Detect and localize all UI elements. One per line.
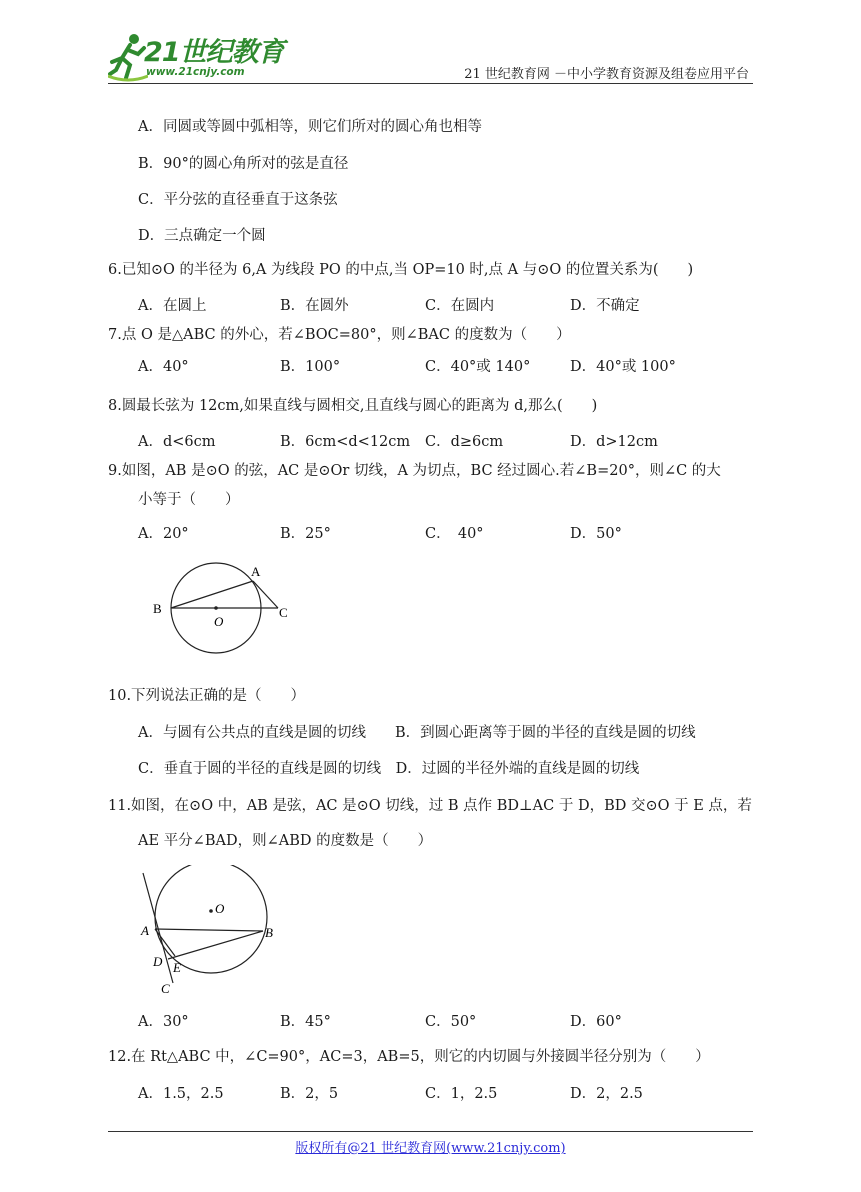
q11-label-d: D <box>153 954 163 969</box>
q12-option-d: D．2，2.5 <box>570 1086 643 1102</box>
q12-option-a: A．1.5，2.5 <box>138 1086 224 1102</box>
q9-label-o: O <box>214 614 224 629</box>
q8-option-c: C．d≥6cm <box>425 434 504 450</box>
q9-label-a: A <box>251 564 261 579</box>
q6-option-b: B．在圆外 <box>280 298 349 314</box>
q11-label-c: C <box>161 981 170 996</box>
q8-option-a: A．d<6cm <box>138 434 216 450</box>
q9-option-c: C． 40° <box>425 526 484 542</box>
q10-options-line2: C．垂直于圆的半径的直线是圆的切线 D．过圆的半径外端的直线是圆的切线 <box>138 761 640 777</box>
q9-option-b: B．25° <box>280 526 331 542</box>
q11-chord-ab <box>155 929 263 931</box>
q6-option-a: A．在圆上 <box>138 298 207 314</box>
q7-option-c: C．40°或 140° <box>425 359 531 375</box>
q8-option-d: D．d>12cm <box>570 434 658 450</box>
header-divider <box>108 83 753 84</box>
q11-option-a: A．30° <box>138 1014 189 1030</box>
q6-option-c: C．在圆内 <box>425 298 495 314</box>
q10-options-line1: A．与圆有公共点的直线是圆的切线 B．到圆心距离等于圆的半径的直线是圆的切线 <box>138 725 696 741</box>
footer-divider <box>108 1131 753 1132</box>
footer-copyright-link[interactable]: 版权所有@21 世纪教育网(www.21cnjy.com) <box>295 1141 566 1156</box>
q9-label-b: B <box>153 601 162 616</box>
q11-center-dot <box>209 909 213 913</box>
header-site-text: 21 世纪教育网 －中小学教育资源及组卷应用平台 <box>464 67 749 82</box>
q11-line-bd <box>168 931 263 959</box>
q9-stem-line2: 小等于（ ） <box>138 492 240 508</box>
logo-title: 21世纪教育 <box>144 37 284 68</box>
q9-label-c: C <box>279 605 288 620</box>
q7-option-b: B．100° <box>280 359 341 375</box>
q9-figure <box>148 560 298 660</box>
q9-option-d: D．50° <box>570 526 622 542</box>
q11-stem-line1: 11.如图，在⊙O 中，AB 是弦，AC 是⊙O 切线，过 B 点作 BD⊥AC 于 D，BD 交⊙O 于 E 点，若 <box>108 798 752 814</box>
q6-stem: 6.已知⊙O 的半径为 6,A 为线段 PO 的中点,当 OP=10 时,点 A 与⊙O 的位置关系为( ) <box>108 262 694 278</box>
q12-option-b: B．2，5 <box>280 1086 339 1102</box>
q8-option-b: B．6cm<d<12cm <box>280 434 411 450</box>
q12-stem: 12.在 Rt△ABC 中，∠C=90°，AC=3，AB=5，则它的内切圆与外接圆半径分别为（ ） <box>108 1049 710 1065</box>
q7-stem: 7.点 O 是△ABC 的外心，若∠BOC=80°，则∠BAC 的度数为（ ） <box>108 327 571 343</box>
logo-url: www.21cnjy.com <box>146 66 245 78</box>
q11-label-b: B <box>265 925 273 940</box>
q6-option-d: D．不确定 <box>570 298 640 314</box>
q5-option-d: D．三点确定一个圆 <box>138 228 266 244</box>
q9-stem-line1: 9.如图，AB 是⊙O 的弦，AC 是⊙Or 切线，A 为切点，BC 经过圆心.若∠B=20°，则∠C 的大 <box>108 463 721 479</box>
q11-label-a: A <box>141 923 149 938</box>
q11-option-b: B．45° <box>280 1014 331 1030</box>
q12-option-c: C．1，2.5 <box>425 1086 498 1102</box>
q5-option-a: A．同圆或等圆中弧相等，则它们所对的圆心角也相等 <box>138 119 482 135</box>
q5-option-b: B．90°的圆心角所对的弦是直径 <box>138 156 349 172</box>
q11-circle <box>155 865 267 973</box>
q5-option-c: C．平分弦的直径垂直于这条弦 <box>138 192 338 208</box>
q11-stem-line2: AE 平分∠BAD，则∠ABD 的度数是（ ） <box>138 833 433 849</box>
q11-label-e: E <box>173 960 181 975</box>
runner-icon <box>108 32 148 82</box>
q9-chord-ba <box>171 581 253 608</box>
q10-stem: 10.下列说法正确的是（ ） <box>108 688 306 704</box>
q11-option-c: C．50° <box>425 1014 477 1030</box>
site-logo <box>108 30 288 84</box>
q7-option-d: D．40°或 100° <box>570 359 676 375</box>
q9-center-dot <box>214 606 218 610</box>
q11-figure <box>135 865 285 1000</box>
q8-stem: 8.圆最长弦为 12cm,如果直线与圆相交,且直线与圆心的距离为 d,那么( ) <box>108 398 598 414</box>
q11-option-d: D．60° <box>570 1014 622 1030</box>
q11-label-o: O <box>215 901 225 916</box>
q9-tangent-ac <box>253 581 278 608</box>
q9-option-a: A．20° <box>138 526 189 542</box>
q7-option-a: A．40° <box>138 359 189 375</box>
